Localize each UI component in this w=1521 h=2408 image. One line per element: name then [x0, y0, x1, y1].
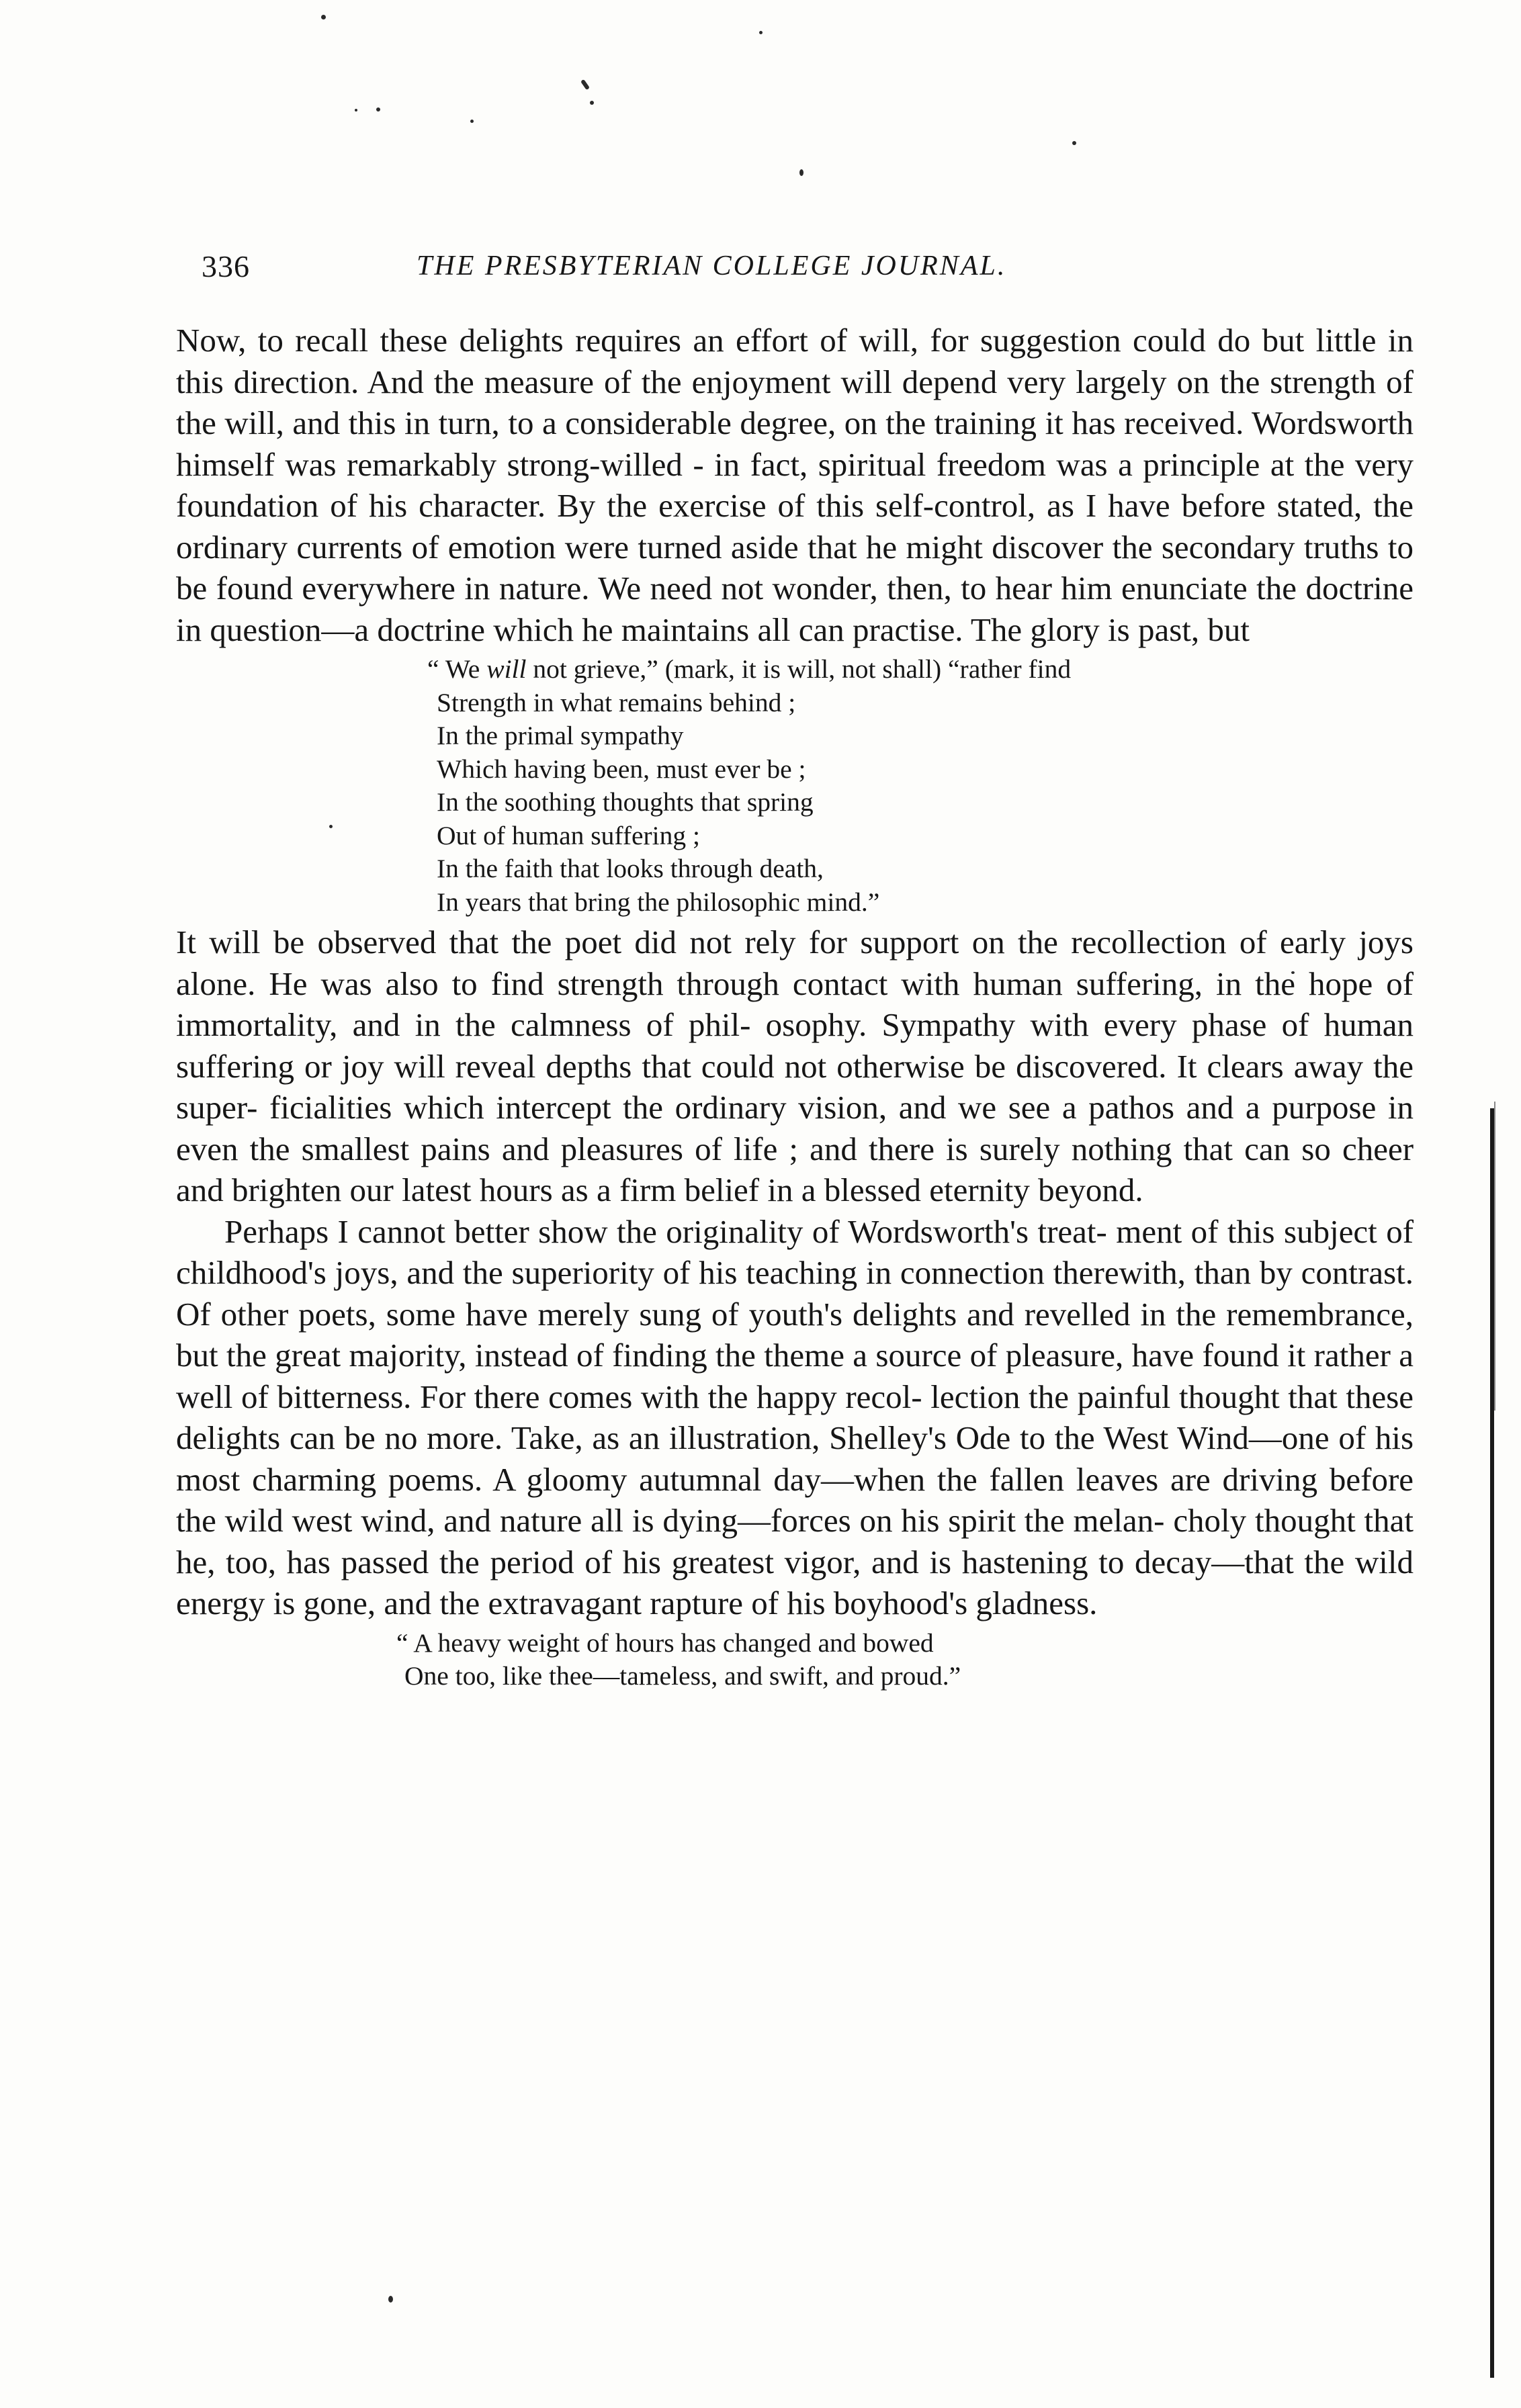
text-line: great majority, instead of finding the theme a source of pleasure, have — [275, 1337, 1194, 1374]
verse-line: In years that bring the philosophic mind.” — [437, 887, 880, 917]
text-line: past, but — [1137, 611, 1250, 648]
text-line: It will be observed that the poet did not rely for support on the recollection — [176, 924, 1227, 961]
scan-speck — [388, 2296, 393, 2303]
verse-line: One too, like thee—tameless, and swift, and proud.” — [404, 1661, 961, 1691]
scan-speck — [376, 107, 380, 112]
text-line: a blessed eternity beyond. — [801, 1171, 1143, 1208]
paragraph-1 — [176, 320, 1414, 650]
verse-line: Strength in what remains behind ; — [437, 687, 796, 717]
scan-speck — [759, 31, 763, 34]
scan-speck — [580, 79, 590, 91]
scan-speck — [590, 101, 594, 105]
text-line: ment of this subject of childhood's joys, and the superiority of his teaching — [176, 1212, 1414, 1291]
text-line: human suffering, in the hope of immortality, and in the calmness of phil- — [176, 965, 1414, 1043]
text-line: that he might discover the secondary truths to be found everywhere in — [176, 528, 1414, 607]
text-line: Perhaps I cannot better show the originality of Wordsworth's treat- — [224, 1212, 1107, 1250]
page-header — [202, 249, 1411, 289]
verse-line: “ We will not grieve,” (mark, it is will, not shall) “rather find — [427, 654, 1072, 684]
text-line: nature. We need not wonder, then, to hear him enunciate the doctrine in — [176, 570, 1414, 648]
text-line: rapture of his boyhood's gladness. — [650, 1585, 1098, 1621]
text-line: question—a doctrine which he maintains all can practise. The glory is — [210, 611, 1130, 648]
scan-speck — [799, 169, 803, 176]
verse-quotation-1 — [427, 653, 1414, 919]
scan-speck — [470, 120, 474, 123]
verse-line: Out of human suffering ; — [437, 820, 701, 850]
text-line: choly thought that he, too, has passed the period of his greatest vigor, and — [176, 1502, 1414, 1580]
text-line: lection the painful thought that these delights can be no more. Take, as — [176, 1378, 1414, 1456]
scan-speck — [1072, 141, 1076, 145]
text-line: depths that could not otherwise be discovered. It clears away the super- — [176, 1047, 1414, 1126]
binding-edge-line — [1490, 1108, 1494, 2378]
text-line: osophy. Sympathy with every phase of human suffering or joy will reveal — [176, 1006, 1414, 1085]
verse-line: Which having been, must ever be ; — [437, 754, 806, 784]
text-line: the wild west wind, and nature all is dying—forces on his spirit the melan- — [176, 1502, 1165, 1539]
emphasis: will — [486, 654, 527, 684]
text-line: do but little in this direction. And the measure of the enjoyment will — [176, 322, 1414, 400]
running-title: THE PRESBYTERIAN COLLEGE JOURNAL. — [417, 251, 1007, 281]
text-line: Now, to recall these delights requires an effort of will, for suggestion could — [176, 322, 1206, 359]
text-line: poems. A gloomy autumnal day—when the fallen leaves are driving before — [388, 1460, 1414, 1498]
text-line: depend very largely on the strength of the will, and this in turn, to a — [176, 363, 1414, 441]
article-body — [176, 320, 1414, 1693]
text-line: an illustration, Shelley's Ode to the West Wind—one of his most charming — [176, 1419, 1414, 1498]
verse-line: In the faith that looks through death, — [437, 854, 824, 883]
verse-line: In the soothing thoughts that spring — [437, 787, 814, 817]
paragraph-3 — [176, 1211, 1414, 1624]
scan-speck — [321, 15, 326, 19]
text-line: is hastening to decay—that the wild energy is gone, and the extravagant — [176, 1543, 1414, 1621]
text-line: in connection therewith, than by contrast. Of other poets, some have — [176, 1254, 1414, 1333]
text-line: as I have before stated, the ordinary currents of emotion were turned aside — [176, 487, 1414, 566]
text-line: nothing that can so cheer and brighten our latest hours as a firm belief in — [176, 1130, 1414, 1208]
text-line: the very foundation of his character. By the exercise of this self-control, — [176, 445, 1414, 524]
paragraph-2 — [176, 922, 1414, 1211]
verse-line: “ A heavy weight of hours has changed and bowed — [396, 1627, 934, 1658]
text-line: ficialities which intercept the ordinary vision, and we see a pathos and a — [269, 1089, 1260, 1126]
text-line: merely sung of youth's delights and revelled in the remembrance, but the — [176, 1295, 1414, 1374]
text-line: of early joys alone. He was also to find strength through contact with — [176, 924, 1414, 1002]
verse-quotation-2 — [396, 1627, 1414, 1693]
page-number: 336 — [202, 249, 250, 283]
text-line: found it rather a well of bitterness. For there comes with the happy recol- — [176, 1337, 1414, 1415]
text-line: purpose in even the smallest pains and pleasures of life ; and there is surely — [176, 1089, 1414, 1167]
text-line: considerable degree, on the training it has received. Wordsworth himself — [176, 404, 1414, 483]
scan-speck — [355, 109, 357, 112]
text-line: was remarkably strong-willed - in fact, spiritual freedom was a principle at — [285, 445, 1295, 483]
verse-line: In the primal sympathy — [437, 721, 684, 750]
margin-shadow — [1494, 1102, 1495, 1411]
